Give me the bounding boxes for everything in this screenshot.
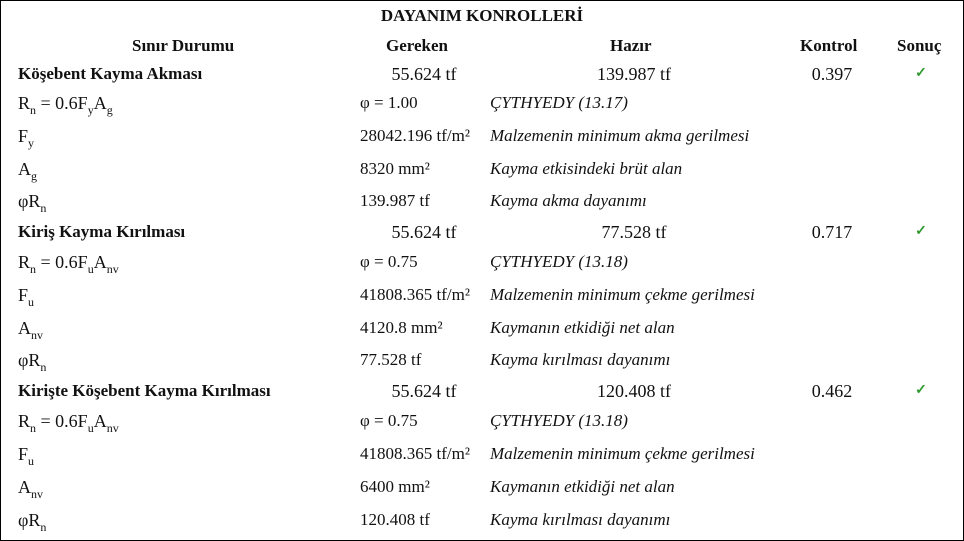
param-row	[0, 442, 964, 472]
header-result: Sonuç	[897, 36, 942, 55]
phi-reference: ÇYTHYEDY (13.18)	[490, 252, 628, 271]
param-row	[0, 316, 964, 346]
header-limit-state: Sınır Durumu	[132, 36, 235, 55]
param-row	[0, 189, 964, 219]
param-value: 120.408 tf	[360, 510, 430, 529]
param-note: Kayma akma dayanımı	[490, 191, 647, 210]
available-value: 120.408 tf	[597, 381, 671, 401]
check-mark-icon: ✓	[915, 66, 927, 81]
param-note: Malzemenin minimum çekme gerilmesi	[490, 444, 755, 463]
param-symbol: $A_{nv}$	[18, 477, 43, 501]
phi-value: φ = 0.75	[360, 411, 418, 430]
section-header-row	[0, 62, 964, 92]
check-ratio: 0.462	[811, 381, 853, 401]
required-value: 55.624 tf	[391, 222, 457, 242]
param-row	[0, 283, 964, 313]
param-symbol: $F_u$	[18, 285, 35, 309]
param-note: Malzemenin minimum çekme gerilmesi	[490, 285, 755, 304]
param-row	[0, 157, 964, 187]
param-note: Kayma kırılması dayanımı	[490, 350, 671, 369]
param-value: 28042.196 tf/m²	[360, 126, 470, 145]
section-name: Köşebent Kayma Akması	[18, 64, 203, 83]
param-value: 8320 mm²	[360, 159, 430, 178]
param-row	[0, 475, 964, 505]
param-symbol: $A_{nv}$	[18, 318, 43, 342]
param-row	[0, 348, 964, 378]
param-note: Kayma etkisindeki brüt alan	[490, 159, 683, 178]
param-note: Malzemenin minimum akma gerilmesi	[490, 126, 750, 145]
available-value: 139.987 tf	[597, 64, 671, 84]
param-note: Kaymanın etkidiği net alan	[490, 318, 675, 337]
check-ratio: 0.717	[811, 222, 853, 242]
required-value: 55.624 tf	[391, 64, 457, 84]
section-name: Kiriş Kayma Kırılması	[18, 222, 186, 241]
available-value: 77.528 tf	[601, 222, 667, 242]
param-row	[0, 124, 964, 154]
phi-reference: ÇYTHYEDY (13.18)	[490, 411, 628, 430]
param-value: 6400 mm²	[360, 477, 430, 496]
header-available: Hazır	[610, 36, 652, 55]
param-note: Kayma kırılması dayanımı	[490, 510, 671, 529]
rn-formula: $R_n = 0.6F_yA_g$	[18, 93, 113, 117]
header-required: Gereken	[386, 36, 449, 55]
param-symbol: $\varphi R_n$	[18, 510, 47, 534]
param-symbol: $\varphi R_n$	[18, 350, 47, 374]
formula-row	[0, 409, 964, 439]
param-symbol: $F_u$	[18, 444, 35, 468]
phi-value: φ = 1.00	[360, 93, 418, 112]
param-value: 4120.8 mm²	[360, 318, 443, 337]
param-symbol: $\varphi R_n$	[18, 191, 47, 215]
param-value: 41808.365 tf/m²	[360, 285, 470, 304]
phi-value: φ = 0.75	[360, 252, 418, 271]
header-check: Kontrol	[800, 36, 858, 55]
section-header-row	[0, 220, 964, 250]
param-row	[0, 508, 964, 538]
param-value: 77.528 tf	[360, 350, 422, 369]
required-value: 55.624 tf	[391, 381, 457, 401]
phi-reference: ÇYTHYEDY (13.17)	[490, 93, 628, 112]
check-mark-icon: ✓	[915, 383, 927, 398]
rn-formula: $R_n = 0.6F_uA_{nv}$	[18, 252, 119, 276]
param-value: 41808.365 tf/m²	[360, 444, 470, 463]
section-header-row	[0, 379, 964, 409]
section-name: Kirişte Köşebent Kayma Kırılması	[18, 381, 271, 400]
formula-row	[0, 91, 964, 121]
param-value: 139.987 tf	[360, 191, 430, 210]
check-mark-icon: ✓	[915, 224, 927, 239]
check-ratio: 0.397	[811, 64, 853, 84]
param-symbol: $F_y$	[18, 126, 35, 150]
formula-row	[0, 250, 964, 280]
param-note: Kaymanın etkidiği net alan	[490, 477, 675, 496]
report-title: DAYANIM KONROLLERİ	[380, 6, 584, 25]
rn-formula: $R_n = 0.6F_uA_{nv}$	[18, 411, 119, 435]
param-symbol: $A_g$	[18, 159, 37, 183]
